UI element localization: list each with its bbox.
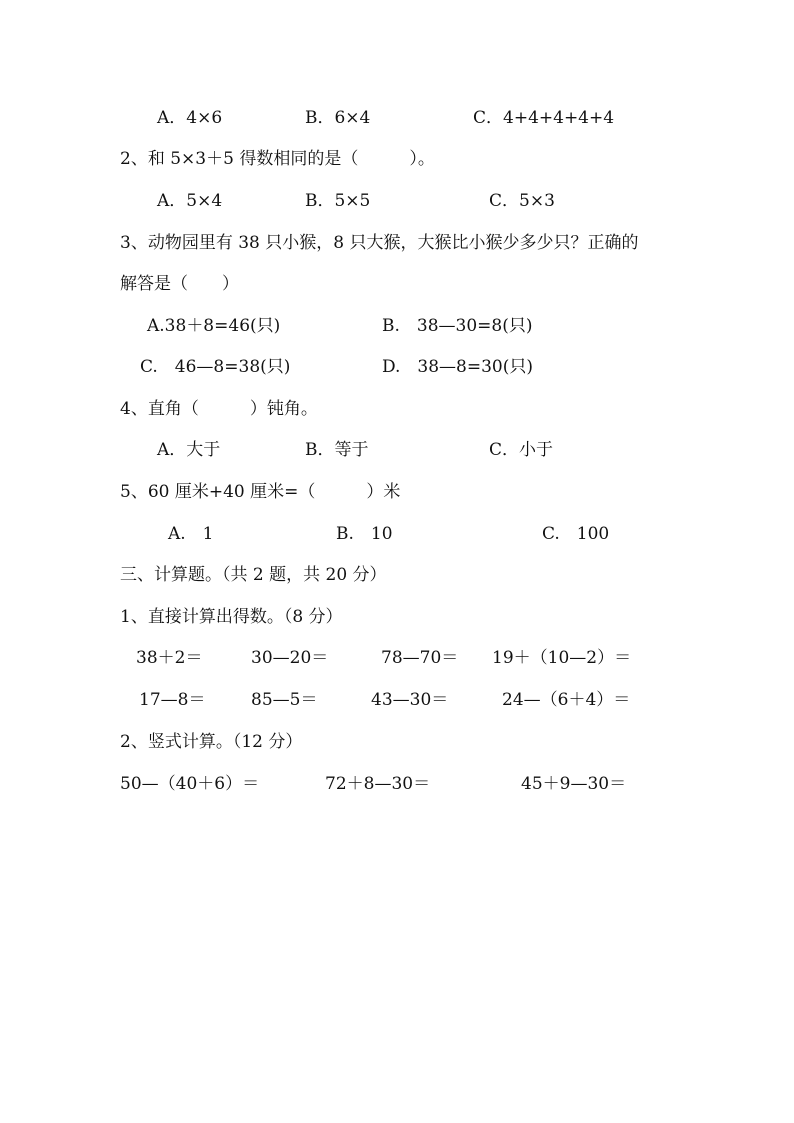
vertical-calc-item: 72＋8—30＝: [325, 774, 431, 794]
calc-item: 38＋2＝: [136, 648, 203, 668]
q4-option-b: B．等于: [305, 440, 369, 460]
q3-stem-text-1: 3、动物园里有 38 只小猴，8 只大猴，大猴比小猴少多少只？正确的: [120, 233, 639, 253]
q1-option-b: B．6×4: [305, 108, 371, 128]
q2-option-c: C．5×3: [489, 191, 555, 211]
q1-option-c: C．4+4+4+4+4: [473, 108, 615, 128]
q4-option-c: C．小于: [489, 440, 554, 460]
calc-item: 30—20＝: [251, 648, 329, 668]
section3-title: 三、计算题。（共 2 题，共 20 分）: [120, 565, 387, 585]
q3-option-a: A.38＋8=46(只): [147, 316, 281, 336]
q3-option-b: B. 38—30=8(只): [382, 316, 533, 336]
q1-option-a: A．4×6: [157, 108, 223, 128]
calc-item: 17—8＝: [139, 690, 206, 710]
q5-option-b: B. 10: [336, 524, 393, 544]
part2-title: 2、竖式计算。（12 分）: [120, 732, 303, 752]
q2-option-a: A．5×4: [157, 191, 223, 211]
q3-option-d: D. 38—8=30(只): [382, 357, 534, 377]
calc-item: 19＋（10—2）＝: [492, 648, 632, 668]
vertical-calc-item: 45＋9—30＝: [521, 774, 627, 794]
q5-option-a: A. 1: [168, 524, 214, 544]
q4-stem-text: 4、直角（ ）钝角。: [120, 399, 318, 419]
q4-option-a: A．大于: [157, 440, 221, 460]
calc-item: 85—5＝: [251, 690, 318, 710]
calc-item: 43—30＝: [371, 690, 449, 710]
q3-option-c: C. 46—8=38(只): [140, 357, 291, 377]
q3-stem-text-2: 解答是（ ）: [120, 274, 239, 294]
q2-stem-text: 2、和 5×3＋5 得数相同的是（ ）。: [120, 149, 435, 169]
part1-title: 1、直接计算出得数。（8 分）: [120, 607, 343, 627]
q5-stem-text: 5、60 厘米+40 厘米=（ ）米: [120, 482, 401, 502]
q2-option-b: B．5×5: [305, 191, 371, 211]
calc-item: 24—（6＋4）＝: [502, 690, 631, 710]
vertical-calc-item: 50—（40＋6）＝: [120, 774, 260, 794]
q5-option-c: C. 100: [542, 524, 610, 544]
calc-item: 78—70＝: [381, 648, 459, 668]
